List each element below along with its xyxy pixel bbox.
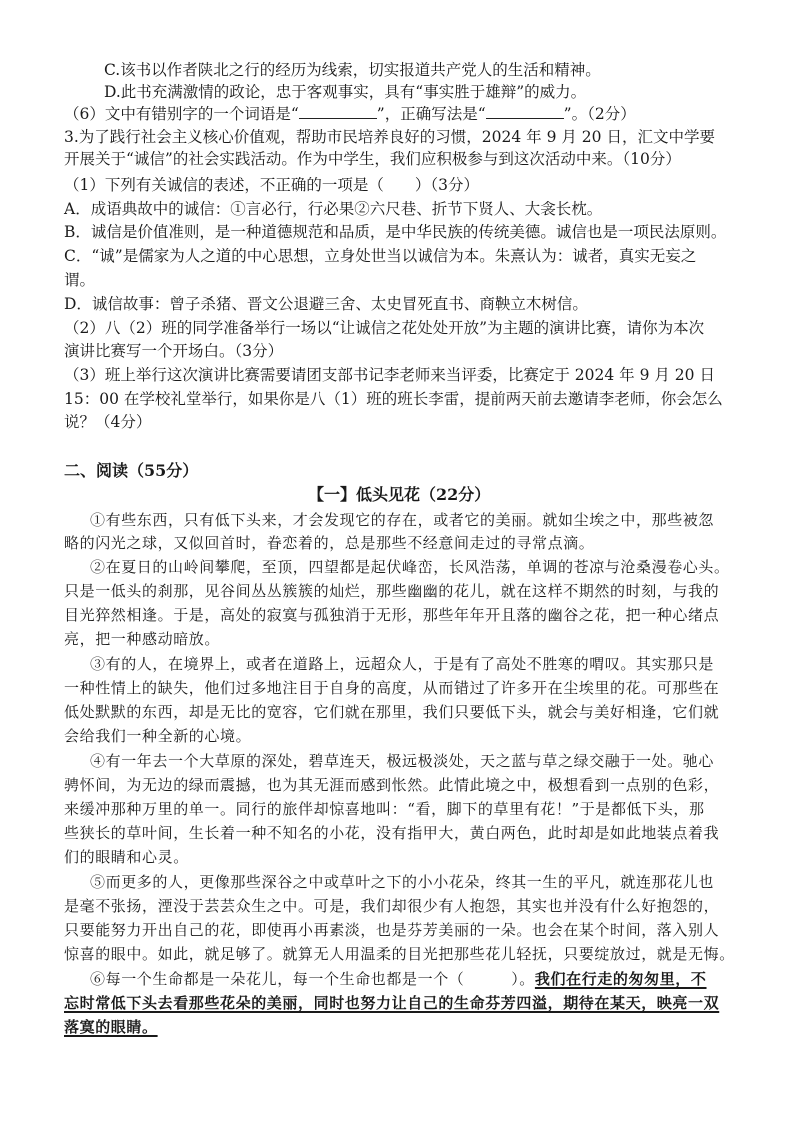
question-6-suffix: ”。（2分）	[563, 105, 636, 123]
section-heading: 二、阅读（55分）	[64, 461, 199, 480]
paragraph-4-line1: ④有一年去一个大草原的深处，碧草连天，极远极淡处，天之蓝与草之绿交融于一处。驰心	[90, 752, 715, 770]
sub-question-3-line3: 说？（4分）	[64, 413, 152, 431]
underlined-sentence-part3: 落寞的眼睛。	[64, 1018, 158, 1036]
question-3-intro-line2: 开展关于“诚信”的社会实践活动。作为中学生，我们应积极参与到这次活动中来。（10分）	[64, 150, 681, 168]
sub-question-3-line2: 15：00 在学校礼堂举行，如果你是八（1）班的班长李雷，提前两天前去邀请李老师，你会怎么	[64, 390, 723, 408]
option-d: D．诚信故事：曾子杀猪、晋文公退避三舍、太史冒死直书、商鞅立木树信。	[64, 295, 588, 313]
answer-blank-1[interactable]	[299, 104, 377, 119]
option-c-line1: C．“诚”是儒家为人之道的中心思想，立身处世当以诚信为本。朱熹认为：诚者，真实无妄之	[64, 247, 697, 265]
paragraph-5-line4: 惊喜的眼中。如此，就足够了。就算无人用温柔的目光把那些花儿轻抚，只要绽放过，就是无悔。	[64, 945, 735, 963]
paragraph-3-line3: 低处默默的东西，却是无比的宽容，它们就在那里，我们只要低下头，就会与美好相逢，它们就	[64, 703, 720, 721]
paragraph-4-line2: 骋怀间，为无边的绿而震撼，也为其无涯而感到怅然。此情此境之中，极想看到一点别的色彩，	[64, 776, 720, 794]
option-c: C.该书以作者陕北之行的经历为线索，切实报道共产党人的生活和精神。	[104, 61, 601, 79]
option-a: A．成语典故中的诚信：①言必行，行必果②六尺巷、折节下贤人、大衾长枕。	[64, 200, 603, 218]
underlined-sentence-part2: 忘时常低下头去看那些花朵的美丽，同时也努力让自己的生命芬芳四溢，期待在某天，映亮一双	[64, 994, 720, 1012]
paragraph-2-line2: 只是一低头的刹那，见谷间丛丛簇簇的灿烂，那些幽幽的花儿，就在这样不期然的时刻，与我的	[64, 582, 720, 600]
option-b: B．诚信是价值准则，是一种道德规范和品质，是中华民族的传统美德。诚信也是一项民法原则。	[64, 223, 727, 241]
sub-question-2-line2: 演讲比赛写一个开场白。（3分）	[64, 342, 284, 360]
sub-question-1: （1）下列有关诚信的表述，不正确的一项是（ ）（3分）	[64, 176, 479, 194]
paragraph-6-fill-blank: ⑥每一个生命都是一朵花儿，每一个生命也都是一个（ ）。	[90, 970, 535, 988]
paragraph-2-line3: 目光猝然相逢。于是，高处的寂寞与孤独消于无形，那些年年开且落的幽谷之花，把一种心绪点	[64, 606, 720, 624]
paragraph-4-line5: 们的眼睛和心灵。	[64, 848, 189, 866]
paragraph-4-line4: 些狭长的草叶间，生长着一种不知名的小花，没有指甲大，黄白两色，此时却是如此地装点着我	[64, 824, 720, 842]
underlined-sentence-part1: 我们在行走的匆匆里，不	[534, 970, 707, 988]
sub-question-3-line1: （3）班上举行这次演讲比赛需要请团支部书记李老师来当评委，比赛定于 2024 年 9 月 20 日	[64, 366, 715, 384]
question-6	[64, 103, 636, 125]
paragraph-1-line1: ①有些东西，只有低下头来，才会发现它的存在，或者它的美丽。就如尘埃之中，那些被忽	[90, 511, 715, 529]
paragraph-4-line3: 来缓冲那种万里的单一。同行的旅伴却惊喜地叫：“看，脚下的草里有花！”于是都低下头，那	[64, 800, 705, 818]
paragraph-3-line4: 会给我们一种全新的心境。	[64, 727, 252, 745]
paragraph-3-line1: ③有的人，在境界上，或者在道路上，远超众人，于是有了高处不胜寒的喟叹。其实那只是	[90, 655, 715, 673]
sub-question-2-line1: （2）八（2）班的同学准备举行一场以“让诚信之花处处开放”为主题的演讲比赛，请你为本次	[64, 319, 705, 337]
paragraph-5-line3: 只要能努力开出自己的花，即使再小再素淡，也是芬芳美丽的一朵。也会在某个时间，落入别人	[64, 921, 720, 939]
paragraph-5-line1: ⑤而更多的人，更像那些深谷之中或草叶之下的小小花朵，终其一生的平凡，就连那花儿也	[90, 873, 715, 891]
option-d: D.此书充满激情的政论，忠于客观事实，具有“事实胜于雄辩”的威力。	[104, 83, 587, 101]
answer-blank-2[interactable]	[486, 104, 564, 119]
passage-title: 【一】低头见花（22分）	[308, 485, 491, 504]
question-3-intro-line1: 3.为了践行社会主义核心价值观，帮助市民培养良好的习惯，2024 年 9 月 20 日，汇文中学要	[64, 128, 715, 146]
question-6-prefix: （6）文中有错别字的一个词语是“	[64, 105, 299, 123]
paragraph-2-line4: 亮，把一种感动暗放。	[64, 630, 221, 648]
paragraph-1-line2: 略的闪光之球，又似回首时，眷恋着的，总是那些不经意间走过的寻常点滴。	[64, 534, 595, 552]
option-c-line2: 谓。	[64, 271, 96, 289]
question-6-middle: ”，正确写法是“	[376, 105, 486, 123]
paragraph-3-line2: 一种性情上的缺失，他们过多地注目于自身的高度，从而错过了许多开在尘埃里的花。可那些在	[64, 679, 720, 697]
paragraph-2-line1: ②在夏日的山岭间攀爬，至顶，四望都是起伏峰峦，长风浩荡，单调的苍凉与沧桑漫卷心头。	[90, 558, 730, 576]
paragraph-5-line2: 是毫不张扬，湮没于芸芸众生之中。可是，我们却很少有人抱怨，其实也并没有什么好抱怨的，	[64, 897, 720, 915]
paragraph-6-line1	[90, 968, 707, 990]
